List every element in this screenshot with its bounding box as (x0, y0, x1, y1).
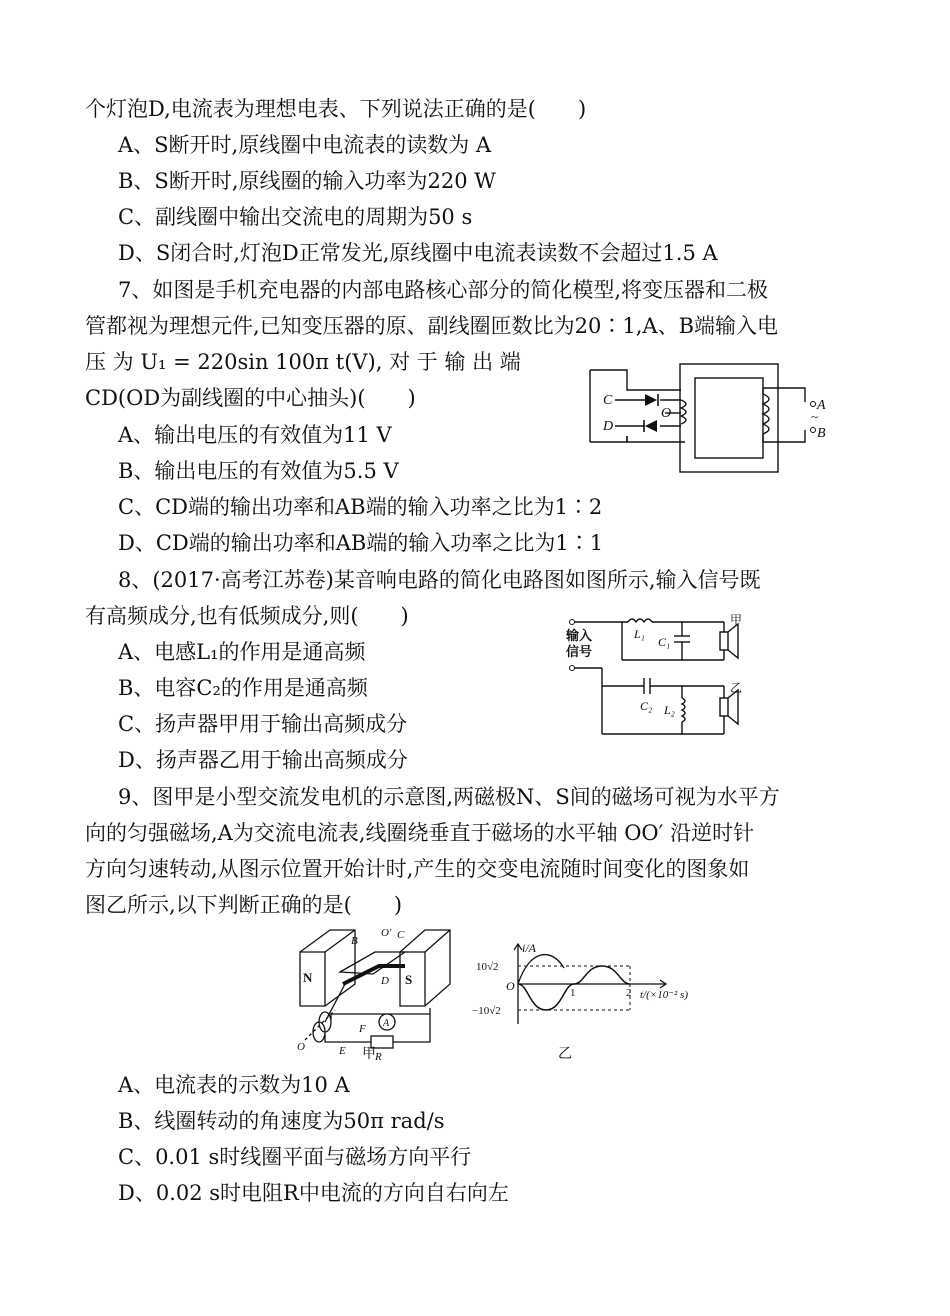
option-q9-c[interactable]: C、0.01 s时线圈平面与磁场方向平行 (118, 1145, 472, 1169)
fig9a-label-f: F (359, 1023, 366, 1035)
fig9b-tick-2: 2 (626, 987, 632, 999)
fig9a-label-b: B (351, 935, 358, 947)
fig8-label-l2: L₂ (664, 703, 675, 717)
option-q7-d[interactable]: D、CD端的输出功率和AB端的输入功率之比为1∶1 (118, 531, 604, 555)
fig7-label-a: A (817, 398, 826, 413)
option-q6-d[interactable]: D、S闭合时,灯泡D正常发光,原线圈中电流表读数不会超过1.5 A (118, 241, 718, 265)
q9-stem-4: 图乙所示,以下判断正确的是( ) (85, 893, 403, 917)
fig7-label-o: O (661, 406, 672, 421)
option-q7-b[interactable]: B、输出电压的有效值为5.5 V (118, 459, 399, 483)
q9-generator-figure (295, 922, 460, 1062)
fig9a-label-r: R (375, 1051, 382, 1062)
option-q7-a[interactable]: A、输出电压的有效值为11 V (118, 423, 392, 447)
option-q8-c[interactable]: C、扬声器甲用于输出高频成分 (118, 712, 408, 736)
fig9a-caption: 甲 (362, 1046, 376, 1062)
fig8-label-c2: C₂ (640, 699, 653, 713)
fig9a-label-o: O (297, 1041, 305, 1053)
q8-stem-2: 有高频成分,也有低频成分,则( ) (85, 604, 409, 628)
fig9a-label-d: D (381, 975, 389, 987)
fig9b-ylabel: i/A (522, 941, 536, 955)
fig8-label-c1: C₁ (658, 635, 671, 649)
fig9b-tick-1: 1 (570, 987, 576, 999)
fig8-label-l1: L₁ (634, 627, 645, 641)
q9-stem-2: 向的匀强磁场,A为交流电流表,线圈绕垂直于磁场的水平轴 OO′ 沿逆时针 (85, 821, 755, 845)
fig9b-origin-label: O (506, 979, 515, 993)
option-q8-b[interactable]: B、电容C₂的作用是通高频 (118, 676, 368, 700)
q9-stem-3: 方向匀速转动,从图示位置开始计时,产生的交变电流随时间变化的图象如 (85, 857, 750, 881)
fig9b-ybot-label: −10√2 (472, 1005, 501, 1017)
fig9a-label-c: C (397, 929, 405, 941)
option-q6-a[interactable]: A、S断开时,原线圈中电流表的读数为 A (118, 133, 492, 157)
option-q9-a[interactable]: A、电流表的示数为10 A (118, 1073, 350, 1097)
fig7-label-b: B (817, 426, 826, 441)
option-q9-d[interactable]: D、0.02 s时电阻R中电流的方向自右向左 (118, 1181, 509, 1205)
q7-transformer-figure (585, 360, 845, 475)
fig9b-xlabel: t/(×10⁻² s) (640, 989, 688, 1001)
fig9a-label-oprime: O′ (381, 927, 392, 939)
fig7-label-c: C (603, 393, 613, 408)
q9-current-graph (470, 938, 690, 1028)
q8-crossover-figure (562, 612, 757, 740)
option-q6-b[interactable]: B、S断开时,原线圈的输入功率为220 W (118, 169, 496, 193)
q9-stem-1: 9、图甲是小型交流发电机的示意图,两磁极N、S间的磁场可视为水平方 (118, 785, 780, 809)
fig8-label-yi: 乙 (730, 681, 743, 695)
line-q6-stem: 个灯泡D,电流表为理想电表、下列说法正确的是( ) (85, 97, 587, 121)
option-q9-b[interactable]: B、线圈转动的角速度为50π rad/s (118, 1109, 445, 1133)
q7-stem-4: CD(OD为副线圈的中心抽头)( ) (85, 386, 416, 410)
fig9a-label-ammeter: A (383, 1018, 390, 1029)
option-q6-c[interactable]: C、副线圈中输出交流电的周期为50 s (118, 205, 473, 229)
fig7-label-tilde: ~ (811, 409, 819, 424)
option-q8-d[interactable]: D、扬声器乙用于输出高频成分 (118, 748, 408, 772)
q7-stem-2: 管都视为理想元件,已知变压器的原、副线圈匝数比为20∶1,A、B端输入电 (85, 314, 779, 338)
q7-stem-3: 压 为 U₁ = 220sin 100π t(V), 对 于 输 出 端 (85, 350, 521, 374)
fig9a-label-e: E (339, 1045, 346, 1057)
fig8-label-input: 输入 (566, 628, 593, 643)
fig9b-ytop-label: 10√2 (476, 961, 499, 973)
fig9a-label-s: S (405, 972, 413, 987)
fig9b-caption: 乙 (558, 1046, 572, 1062)
fig7-label-d: D (603, 419, 614, 434)
option-q7-c[interactable]: C、CD端的输出功率和AB端的输入功率之比为1∶2 (118, 495, 603, 519)
fig9a-label-n: N (303, 970, 313, 985)
option-q8-a[interactable]: A、电感L₁的作用是通高频 (118, 640, 366, 664)
q7-stem-1: 7、如图是手机充电器的内部电路核心部分的简化模型,将变压器和二极 (118, 278, 769, 302)
fig8-label-jia: 甲 (730, 613, 743, 627)
fig8-label-signal: 信号 (566, 644, 593, 659)
q8-stem-1: 8、(2017·高考江苏卷)某音响电路的简化电路图如图所示,输入信号既 (118, 568, 761, 592)
